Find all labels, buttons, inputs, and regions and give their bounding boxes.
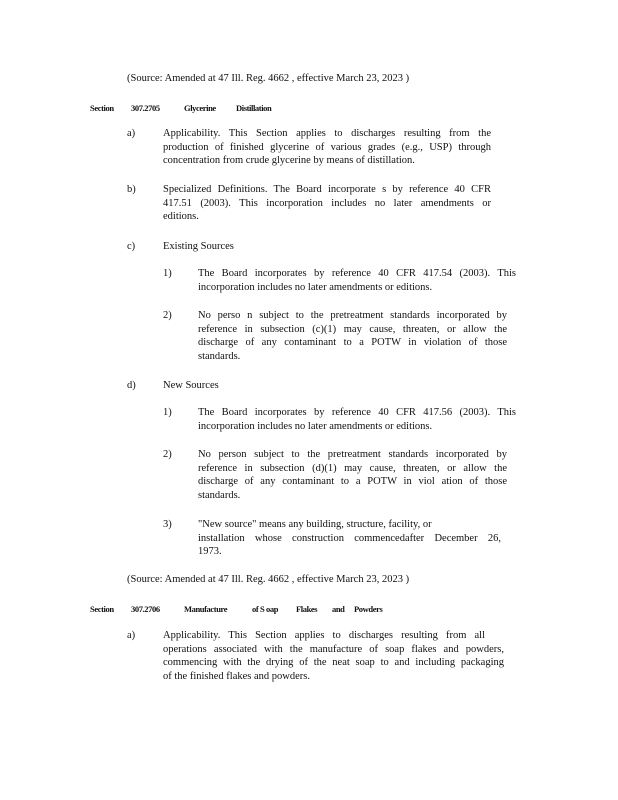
section-label: Section — [90, 604, 114, 614]
section-title-3: Flakes — [296, 604, 318, 614]
subsection-title: Existing Sources — [163, 241, 234, 252]
subsection-title: New Sources — [163, 380, 219, 391]
subsection-label: c) — [127, 241, 136, 252]
item-label: 1) — [163, 407, 172, 418]
item-d1-text — [198, 406, 516, 433]
text-line: production of finished glycerine of various grades (e.g., USP) through — [163, 141, 491, 153]
text-line: incorporation includes no later amendments or editions. — [198, 281, 433, 293]
subsection-b-text — [163, 183, 491, 224]
text-line: Specialized Definitions. The Board incorporate s by reference 40 CFR — [163, 184, 491, 195]
text-line: concentration from crude glycerine by means of distillation. — [163, 155, 415, 167]
item-label: 2) — [163, 449, 172, 460]
text-line: standards. — [198, 350, 241, 362]
section-title-2: Distillation — [236, 103, 272, 113]
text-line: 417.51 (2003). This incorporation includes no later amendments or — [163, 197, 491, 209]
text-line: "New source" means any building, structure, facility, or — [198, 519, 432, 530]
text-line: reference in subsection (d)(1) may cause, threaten, or allow the — [198, 462, 507, 474]
text-line: 1973. — [198, 546, 222, 558]
text-line: No person subject to the pretreatment standards incorporated by — [198, 449, 507, 460]
text-line: The Board incorporates by reference 40 CFR 417.56 (2003). This — [198, 407, 516, 418]
item-label: 3) — [163, 519, 172, 530]
text-line: Applicability. This Section applies to discharges resulting from the — [163, 128, 491, 139]
item-c1-text — [198, 267, 516, 294]
text-line: editions. — [163, 211, 199, 223]
text-line: reference in subsection (c)(1) may cause, threaten, or allow the — [198, 323, 507, 335]
section-title-2: of S oap — [252, 604, 279, 614]
text-line: commencing with the drying of the neat soap to and including packaging — [163, 657, 504, 669]
subsection-label: a) — [127, 128, 136, 139]
source-note: (Source: Amended at 47 Ill. Reg. 4662 , effective March 23, 2023 ) — [127, 574, 410, 585]
text-line: discharge of any contaminant to a POTW in violation of those — [198, 337, 507, 349]
item-label: 2) — [163, 310, 172, 321]
subsection-a-text — [163, 127, 491, 168]
section-title: Manufacture — [184, 604, 228, 614]
text-line: of the finished flakes and powders. — [163, 670, 310, 682]
text-line: operations associated with the manufacture of soap flakes and powders, — [163, 643, 504, 655]
item-d2-text — [198, 448, 507, 502]
section-number: 307.2705 — [131, 103, 160, 113]
text-line: The Board incorporates by reference 40 CFR 417.54 (2003). This — [198, 268, 516, 279]
subsection-label: b) — [127, 184, 136, 195]
section-title-4: and — [332, 604, 345, 614]
subsection-label: a) — [127, 630, 136, 641]
item-c2-text — [198, 309, 507, 363]
item-d3-text — [198, 518, 501, 559]
text-line: standards. — [198, 489, 241, 501]
text-line: discharge of any contaminant to a POTW in viol ation of those — [198, 476, 507, 488]
item-label: 1) — [163, 268, 172, 279]
section-title: Glycerine — [184, 103, 216, 113]
section-number: 307.2706 — [131, 604, 160, 614]
section-title-5: Powders — [354, 604, 383, 614]
subsection-label: d) — [127, 380, 136, 391]
section-label: Section — [90, 103, 114, 113]
text-line: Applicability. This Section applies to discharges resulting from all — [163, 630, 485, 641]
text-line: installation whose construction commencedafter December 26, — [198, 532, 501, 544]
subsection-a-text — [163, 629, 504, 683]
text-line: No perso n subject to the pretreatment standards incorporated by — [198, 310, 507, 321]
source-note: (Source: Amended at 47 Ill. Reg. 4662 , effective March 23, 2023 ) — [127, 73, 410, 84]
text-line: incorporation includes no later amendments or editions. — [198, 420, 433, 432]
